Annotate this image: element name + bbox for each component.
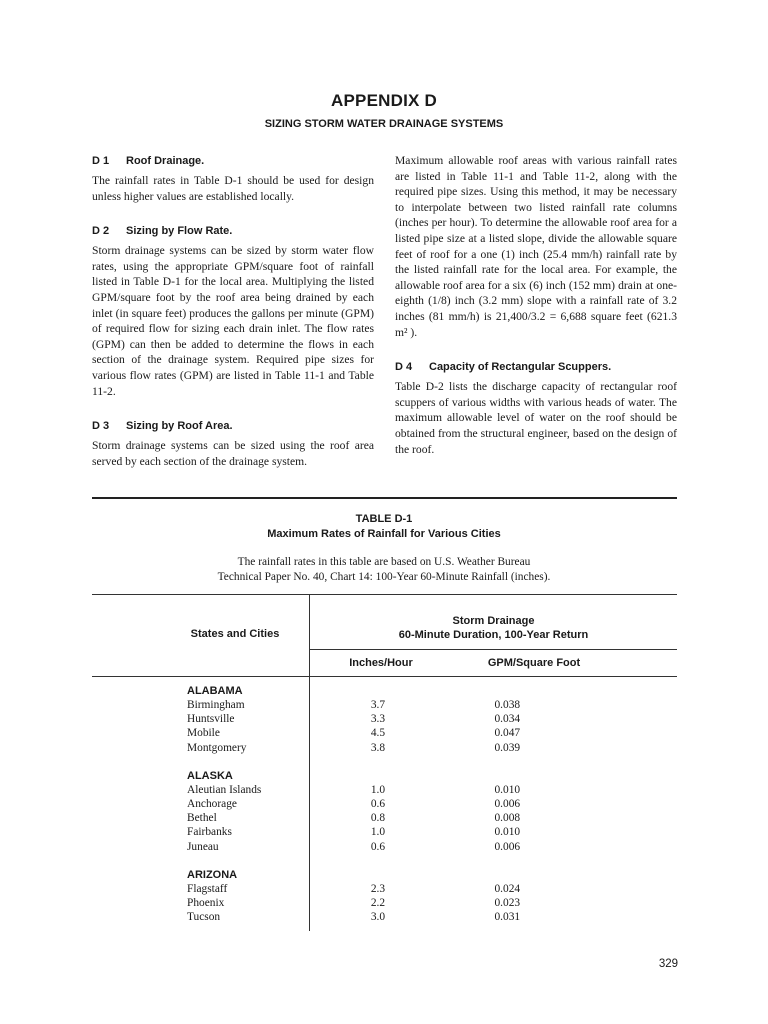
table-header-top-rule <box>92 594 677 595</box>
table-note <box>0 555 768 585</box>
gpm-per-square-foot: 0.008 <box>494 812 521 825</box>
state-group-alaska <box>187 770 567 854</box>
gpm-per-square-foot: 0.024 <box>494 882 521 895</box>
city-name: Flagstaff <box>187 882 228 895</box>
section-title: Capacity of Rectangular Scuppers. <box>429 361 612 374</box>
section-d4-text: Table D-2 lists the discharge capacity of rectangular roof scuppers of various widths with various heads of water. The maximum allowable level of water on the roof should be obtained from the structural engineer, based on the design of the roof. <box>395 380 677 456</box>
table-row <box>187 726 567 740</box>
state-group-arizona <box>187 869 567 925</box>
section-d1-text: The rainfall rates in Table D-1 should be used for design unless higher values are established locally. <box>92 174 374 203</box>
section-number: D 1 <box>92 155 110 167</box>
table-id: TABLE D-1 <box>355 513 413 525</box>
page-title: APPENDIX D <box>331 91 437 110</box>
gpm-per-square-foot: 0.010 <box>494 783 521 796</box>
inches-per-hour: 3.7 <box>370 699 386 711</box>
column-header-states: States and Cities <box>190 628 280 640</box>
table-subheader-rule <box>309 649 677 650</box>
inches-per-hour: 2.3 <box>370 882 386 895</box>
table-top-rule <box>92 497 677 499</box>
section-title: Sizing by Roof Area. <box>126 420 233 433</box>
table-row <box>187 896 567 910</box>
section-number: D 4 <box>395 361 413 374</box>
city-name: Fairbanks <box>187 826 232 839</box>
gpm-per-square-foot: 0.031 <box>494 911 521 924</box>
section-heading-d3 <box>92 418 374 434</box>
section-heading-d1 <box>92 153 374 169</box>
section-number: D 3 <box>92 420 110 433</box>
section-title: Sizing by Flow Rate. <box>126 225 233 238</box>
inches-per-hour: 1.0 <box>370 826 386 839</box>
section-d3-continued-text: Maximum allowable roof areas with various rainfall rates are listed in Table 11-1 and Table 11-2, along with the required pipe sizes. Using this method, it may be necessary to interpolate between two listed rainfall rate columns (inches per hour). To determine the allowable roof area for a listed pipe size at a listed slope, divide the allowable square feet of roof for a one (1) inch (25.4 mm/h) rainfall rate by the listed rainfall rate for the local area. For example, the allowable roof area for a six (6) inch (152 mm) drain at one-eighth (1/8) inch (3.2 mm) slope with a rainfall rate of 3.2 inches (81 mm/h) is 21,400/3.2 = 6,688 square feet (621.3 m² ). <box>395 154 677 339</box>
section-d3-text: Storm drainage systems can be sized using the roof area served by each section of the drainage system. <box>92 439 374 468</box>
column-group-header-line-1: Storm Drainage <box>452 615 535 627</box>
gpm-per-square-foot: 0.034 <box>494 713 521 726</box>
table-note-line-1: The rainfall rates in this table are based on U.S. Weather Bureau <box>237 556 531 568</box>
gpm-per-square-foot: 0.006 <box>494 840 521 853</box>
gpm-per-square-foot: 0.047 <box>494 727 521 740</box>
city-name: Anchorage <box>187 798 237 811</box>
table-note-line-2: Technical Paper No. 40, Chart 14: 100-Year 60-Minute Rainfall (inches). <box>217 571 551 583</box>
left-column <box>92 153 374 469</box>
section-number: D 2 <box>92 225 110 238</box>
table-row <box>187 882 567 896</box>
inches-per-hour: 3.8 <box>370 741 386 754</box>
table-row <box>187 825 567 839</box>
section-heading-d4 <box>395 359 677 375</box>
inches-per-hour: 3.3 <box>370 713 386 726</box>
section-heading-d2 <box>92 223 374 239</box>
state-name: ALASKA <box>187 769 233 782</box>
table-header-bottom-rule <box>92 676 677 677</box>
city-name: Birmingham <box>187 699 245 711</box>
state-name: ARIZONA <box>187 868 238 881</box>
table-title: Maximum Rates of Rainfall for Various Cities <box>267 528 501 540</box>
section-title: Roof Drainage. <box>126 155 205 167</box>
gpm-per-square-foot: 0.039 <box>494 741 521 754</box>
table-body <box>187 685 567 924</box>
column-header-gpm: GPM/Square Foot <box>487 657 581 669</box>
section-d2-text: Storm drainage systems can be sized by storm water flow rates, using the appropriate GPM/square foot of rainfall listed in Table D-1 for the local area. Multiplying the listed GPM/square foot by the roof area being drained by each inlet (in square feet) produces the gallons per minute (GPM) of required flow for sizing each drain inlet. The flow rates (GPM) can then be added to determine the flows in each section of the drainage system. Required pipe sizes for various flow rates (GPM) are listed in Table 11-1 and Table 11-2. <box>92 244 374 398</box>
column-header-inches: Inches/Hour <box>349 657 413 669</box>
city-name: Bethel <box>187 812 217 825</box>
city-name: Huntsville <box>187 713 235 726</box>
gpm-per-square-foot: 0.023 <box>494 897 521 910</box>
inches-per-hour: 4.5 <box>370 727 386 740</box>
state-group-alabama <box>187 685 567 755</box>
inches-per-hour: 2.2 <box>370 897 386 910</box>
table-row <box>187 712 567 726</box>
page-number: 329 <box>658 958 678 970</box>
table-row <box>187 910 567 924</box>
inches-per-hour: 0.6 <box>370 840 386 853</box>
inches-per-hour: 0.6 <box>370 798 386 811</box>
city-name: Aleutian Islands <box>187 783 262 796</box>
column-group-header <box>310 614 677 642</box>
column-group-header-line-2: 60-Minute Duration, 100-Year Return <box>398 629 589 641</box>
city-name: Mobile <box>187 727 220 740</box>
city-name: Phoenix <box>187 897 225 910</box>
table-row <box>187 698 567 712</box>
city-name: Montgomery <box>187 741 247 754</box>
gpm-per-square-foot: 0.010 <box>494 826 521 839</box>
table-row <box>187 797 567 811</box>
gpm-per-square-foot: 0.038 <box>494 699 521 711</box>
table-row <box>187 741 567 755</box>
city-name: Tucson <box>187 911 221 924</box>
table-row <box>187 811 567 825</box>
right-column <box>395 153 677 457</box>
inches-per-hour: 3.0 <box>370 911 386 924</box>
table-row <box>187 840 567 854</box>
inches-per-hour: 0.8 <box>370 812 386 825</box>
gpm-per-square-foot: 0.006 <box>494 798 521 811</box>
inches-per-hour: 1.0 <box>370 783 386 796</box>
table-title-block <box>0 512 768 542</box>
state-name: ALABAMA <box>187 685 243 697</box>
table-row <box>187 783 567 797</box>
city-name: Juneau <box>187 840 219 853</box>
page-subtitle: SIZING STORM WATER DRAINAGE SYSTEMS <box>264 118 504 130</box>
